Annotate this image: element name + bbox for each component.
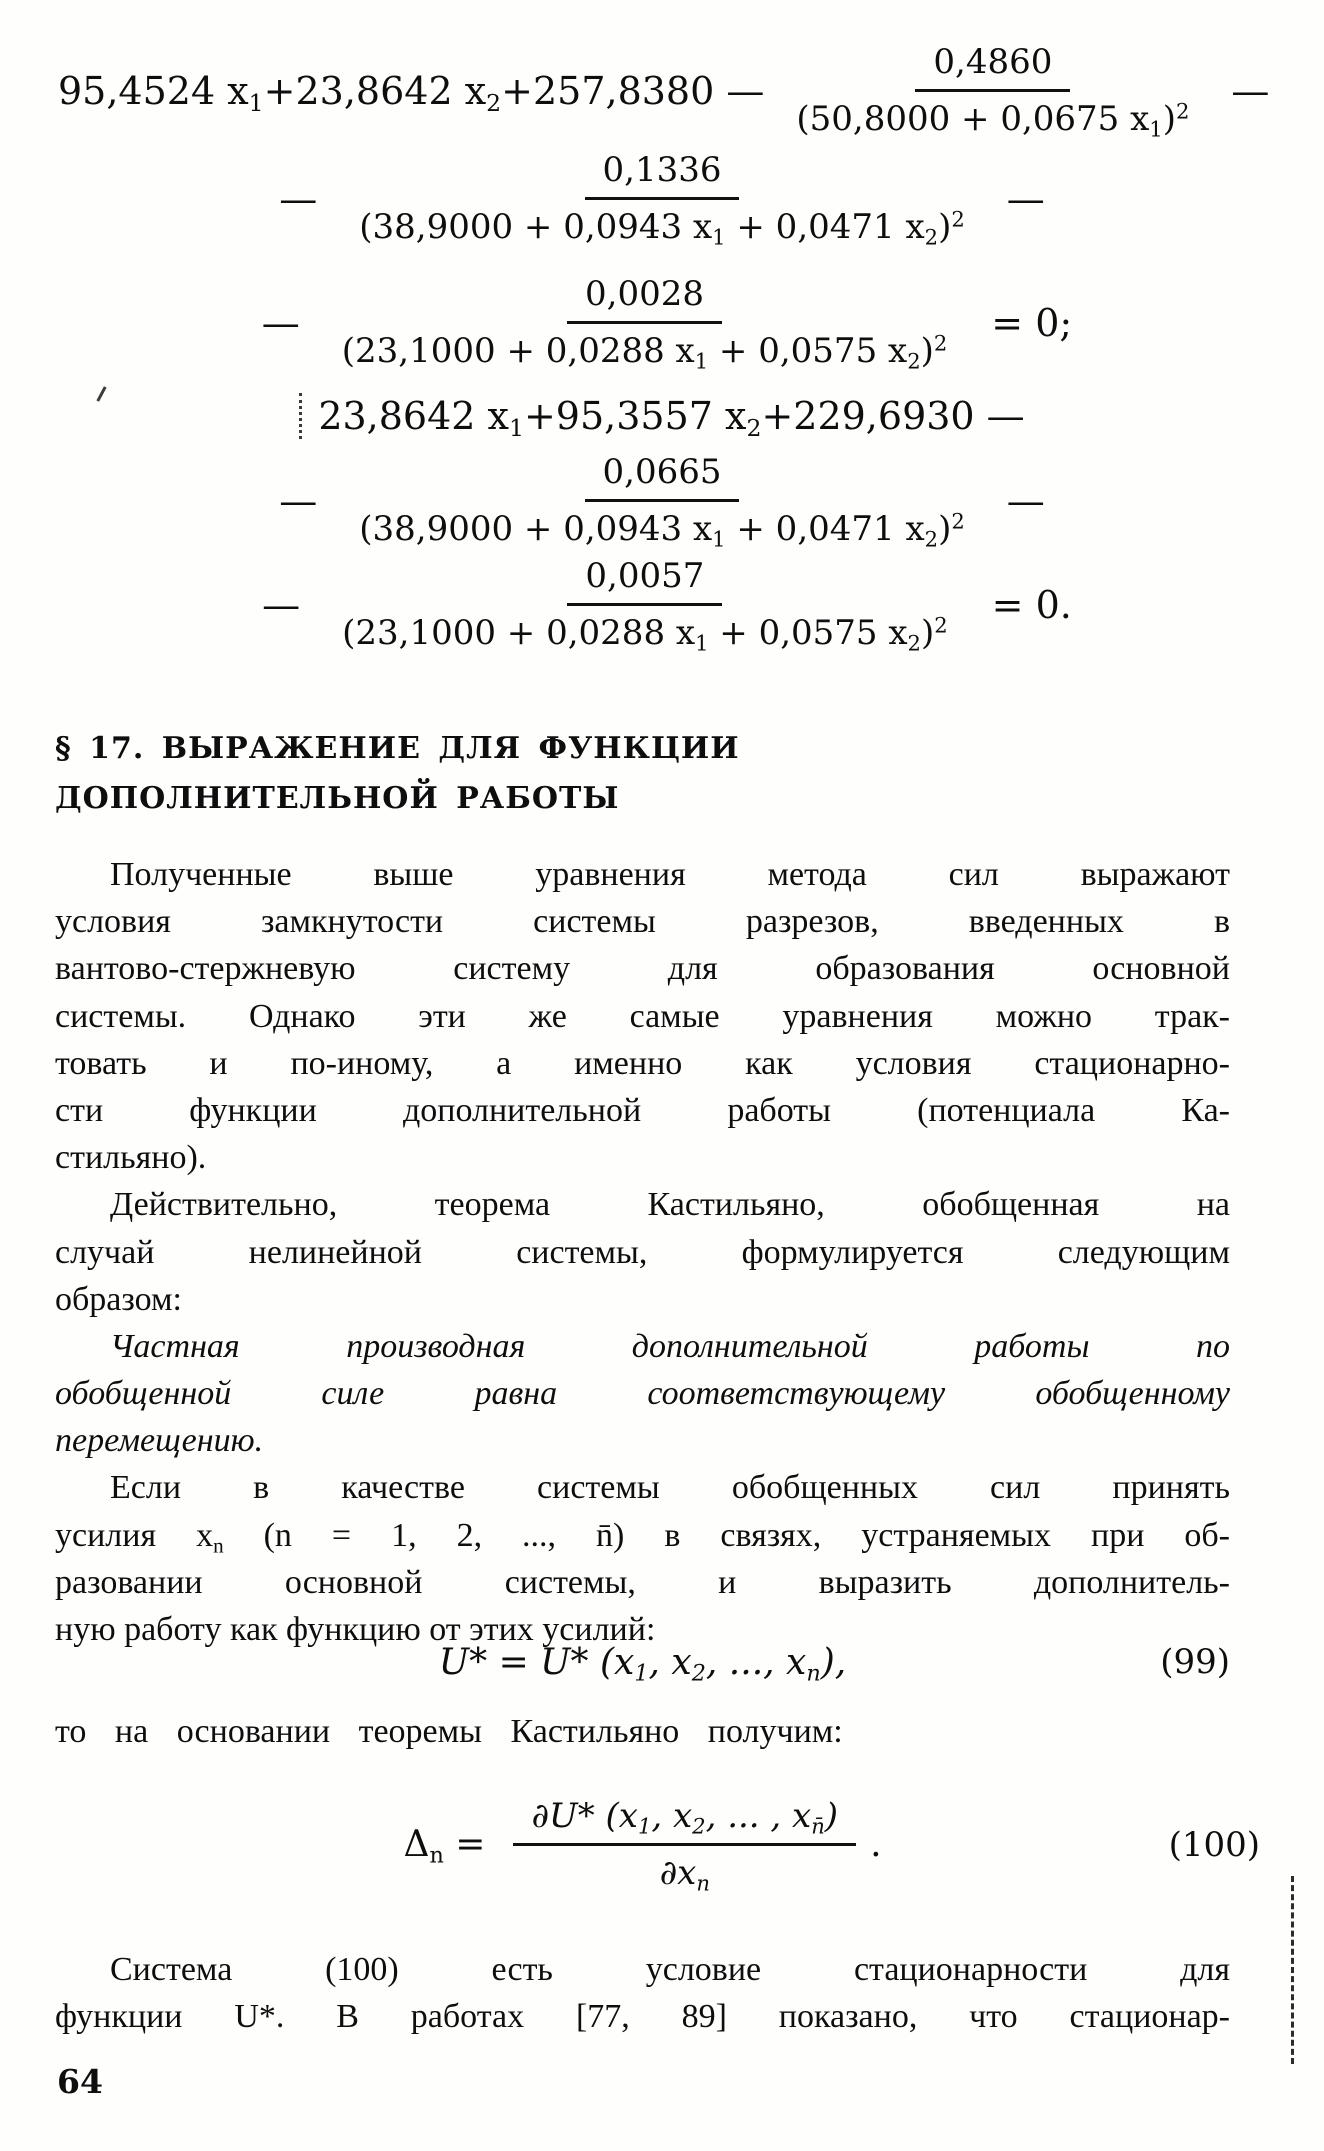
paragraph-line: Если в качестве системы обобщенных сил принять xyxy=(110,1469,1230,1507)
fraction-numerator: 0,0028 xyxy=(567,274,722,324)
equation-result: = 0. xyxy=(991,582,1072,627)
paragraph-line: разовании основной системы, и выразить дополнитель- xyxy=(55,1563,1230,1601)
page-number: 64 xyxy=(57,2062,103,2101)
paragraph-line-italic: обобщенной силе равна соответствующему обобщенному xyxy=(55,1375,1230,1413)
paragraph-line: товать и по-иному, а именно как условия стационарно- xyxy=(55,1044,1230,1082)
fraction-denominator: (50,8000 + 0,0675 $x_1)^2$ xyxy=(796,98,1190,142)
equation-result: = 0; xyxy=(991,300,1073,345)
paragraph-line: случай нелинейной системы, формулируется следующим xyxy=(55,1233,1230,1271)
scan-artifact-dashed-line xyxy=(1291,1876,1294,2064)
paragraph-line: то на основании теоремы Кастильяно получим: xyxy=(55,1713,843,1750)
paragraph-line: Полученные выше уравнения метода сил выражают xyxy=(110,856,1230,893)
equation-system-row-5 xyxy=(0,452,1324,552)
equation-system-row-2 xyxy=(0,150,1324,250)
paragraph-line: условия замкнутости системы разрезов, введенных в xyxy=(55,903,1230,941)
fraction-numerator: 0,0057 xyxy=(567,556,722,606)
equation-99-body: U* = U* ($x_1$, $x_2$, ..., $x_n$), xyxy=(438,1641,847,1687)
paragraph-line: стильяно). xyxy=(55,1139,207,1177)
equation-100-label: (100) xyxy=(1168,1824,1260,1865)
paragraph-line: Система (100) есть условие стационарности для xyxy=(110,1951,1230,1988)
minus-sign: — xyxy=(1231,68,1270,113)
equation-system-row-3 xyxy=(0,274,1324,374)
fraction-denominator: (38,9000 + 0,0943 $x_1 + 0,0471$ $x_2)^2$ xyxy=(359,206,965,250)
fraction xyxy=(778,42,1207,142)
paragraph-line: сти функции дополнительной работы (потенциала Ка- xyxy=(55,1091,1230,1129)
minus-sign: — xyxy=(261,300,300,345)
equation-polynomial: 95,4524 $x_1+23,8642$ $x_2+257,8380$ — xyxy=(58,68,765,117)
paragraph-line-italic: перемещению. xyxy=(55,1422,264,1460)
fraction-numerator: ∂U* ($x_1$, $x_2$, ... , $x_{n̄}$) xyxy=(513,1796,856,1846)
minus-sign: — xyxy=(279,478,318,523)
minus-sign: — xyxy=(262,582,301,627)
paragraph-line: образом: xyxy=(55,1280,182,1318)
minus-sign: — xyxy=(1006,176,1045,221)
equation-99 xyxy=(55,1630,1230,1694)
fraction-denominator: (23,1000 + 0,0288 $x_1 + 0,0575$ $x_2)^2$ xyxy=(342,612,948,656)
paragraph-line: ную работу как функцию от этих усилий: xyxy=(55,1611,656,1648)
fraction-numerator: 0,4860 xyxy=(915,42,1070,92)
fraction xyxy=(341,452,983,552)
section-heading xyxy=(55,724,815,824)
fraction-denominator: $\partial x_n$ xyxy=(659,1853,710,1896)
equation-100 xyxy=(55,1796,1260,1896)
scan-artifact-bar xyxy=(299,393,302,439)
fraction xyxy=(324,274,966,374)
section-heading-line-2: ДОПОЛНИТЕЛЬНОЙ РАБОТЫ xyxy=(55,781,620,816)
equation-100-period: . xyxy=(870,1824,882,1865)
paragraph-line: системы. Однако эти же самые уравнения можно трак- xyxy=(55,997,1230,1035)
equation-polynomial: 23,8642 $x_1+95,3557$ $x_2+229,6930$ — xyxy=(318,394,1025,443)
fraction xyxy=(341,150,983,250)
fraction xyxy=(324,556,966,656)
minus-sign: — xyxy=(279,176,318,221)
fraction-numerator: 0,0665 xyxy=(585,452,740,502)
paragraph-line: усилия $x_n$ (n = 1, 2, ..., n̄) в связях, устраняемых при об- xyxy=(55,1516,1230,1557)
paragraph-line: Действительно, теорема Кастильяно, обобщенная на xyxy=(110,1186,1230,1224)
paragraph-line: функции U*. В работах [77, 89] показано, что стационар- xyxy=(55,1998,1230,2036)
body-text-continued xyxy=(55,1946,1230,2040)
minus-sign: — xyxy=(1006,478,1045,523)
fraction-denominator: (23,1000 + 0,0288 $x_1 + 0,0575$ $x_2)^2$ xyxy=(341,330,948,374)
equation-99-label: (99) xyxy=(1160,1642,1230,1682)
equation-system-row-4 xyxy=(0,393,1324,443)
equation-100-lhs: $\Delta_n$ = xyxy=(403,1824,486,1869)
fraction-numerator: 0,1336 xyxy=(585,150,740,200)
paragraph-line-italic: Частная производная дополнительной работы по xyxy=(110,1327,1230,1365)
paragraph-line: вантово-стержневую систему для образования основной xyxy=(55,950,1230,988)
equation-system-row-1 xyxy=(58,42,1279,142)
equation-system-row-6 xyxy=(0,556,1324,656)
fraction xyxy=(513,1796,856,1896)
body-text xyxy=(55,851,1230,1653)
fraction-denominator: (38,9000 + 0,0943 $x_1 + 0,0471$ $x_2)^2$ xyxy=(359,508,965,552)
section-heading-line-1: § 17. ВЫРАЖЕНИЕ ДЛЯ ФУНКЦИИ xyxy=(55,731,740,766)
